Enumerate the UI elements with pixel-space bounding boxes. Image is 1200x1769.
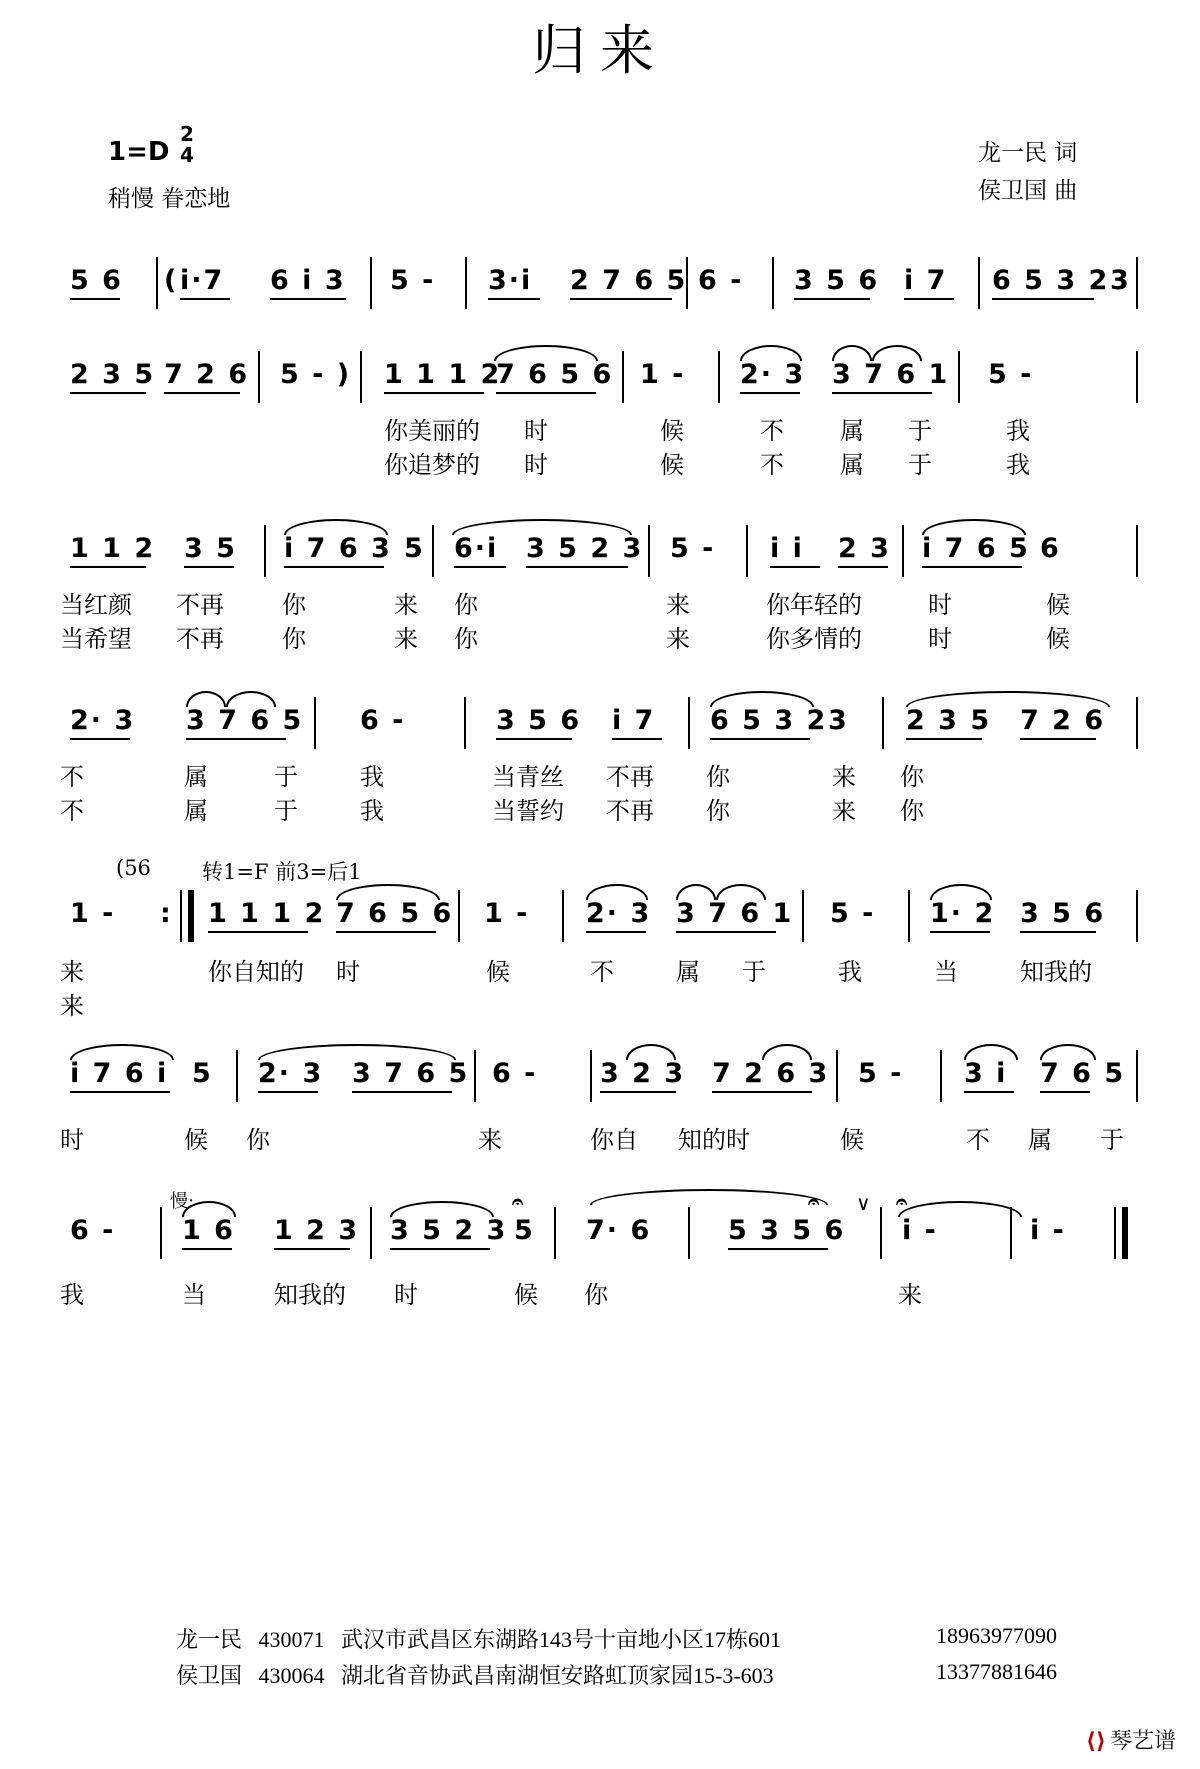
footer-line-2: [176, 1659, 774, 1690]
notes-row-1: 5 6 ( i·7 6 i 3 5 - 3·i 2 7 6 5 6 - 3 5 6 i 7 6 5 3 2 3: [60, 265, 1140, 335]
lyrics-row-3-verse-1: 当红颜 不再 你 来 你 来 你年轻的 时 候: [60, 591, 1070, 619]
lyrics-row-4-verse-1: 不 属 于 我 当青丝 不再 你 来 你: [60, 763, 924, 791]
lyrics-row-2-verse-2: 你追梦的 时 候 不 属 于 我: [384, 451, 1030, 479]
time-signature-bottom: 4: [180, 143, 194, 167]
composer-credit: 侯卫国 曲: [978, 178, 1078, 204]
modulation-marking: 转1=F 前3=后1: [202, 860, 362, 884]
tempo-marking: 稍慢 眷恋地: [108, 186, 231, 212]
lyrics-row-4-verse-2: 不 属 于 我 当誓约 不再 你 来 你: [60, 797, 924, 825]
logo-mark-icon: ⟨⟩: [1085, 1729, 1106, 1754]
lyrics-row-3-verse-2: 当希望 不再 你 来 你 来 你多情的 时 候: [60, 625, 1070, 653]
time-signature-top: 2: [180, 122, 194, 146]
time-signature: [180, 124, 194, 166]
key-signature: 1=D: [108, 137, 170, 167]
footer-address-1: 武汉市武昌区东湖路143号十亩地小区17栋601: [341, 1627, 782, 1652]
footer-code-1: 430071: [258, 1627, 325, 1652]
footer-phone-1: 18963977090: [936, 1623, 1057, 1648]
lyrics-row-7: 我 当 知我的 时 候 你 来: [60, 1281, 922, 1309]
watermark-logo: ⟨⟩ 琴艺谱: [1085, 1729, 1176, 1754]
footer-line-1: [176, 1623, 781, 1654]
lyrics-row-6: 时 候 你 来 你自 知的时 候 不 属 于: [60, 1126, 1124, 1154]
lyricist-credit: 龙一民 词: [978, 140, 1078, 166]
lyrics-row-5-verse-2: 来: [60, 992, 84, 1020]
lyrics-row-2-verse-1: 你美丽的 时 候 不 属 于 我: [384, 417, 1030, 445]
tempo-slow-marking: 慢:: [170, 1191, 195, 1212]
page-title: 归来: [532, 19, 668, 82]
footer-name-1: 龙一民: [176, 1627, 243, 1652]
footer-address-2: 湖北省音协武昌南湖恒安路虹顶家园15-3-603: [341, 1663, 774, 1688]
pickup-note: (56: [116, 856, 151, 880]
footer-name-2: 侯卫国: [176, 1663, 243, 1688]
lyrics-row-5-verse-1: 来 你自知的 时 候 不 属 于 我 当 知我的: [60, 958, 1092, 986]
footer-code-2: 430064: [258, 1663, 325, 1688]
footer-phone-2: 13377881646: [936, 1659, 1057, 1684]
